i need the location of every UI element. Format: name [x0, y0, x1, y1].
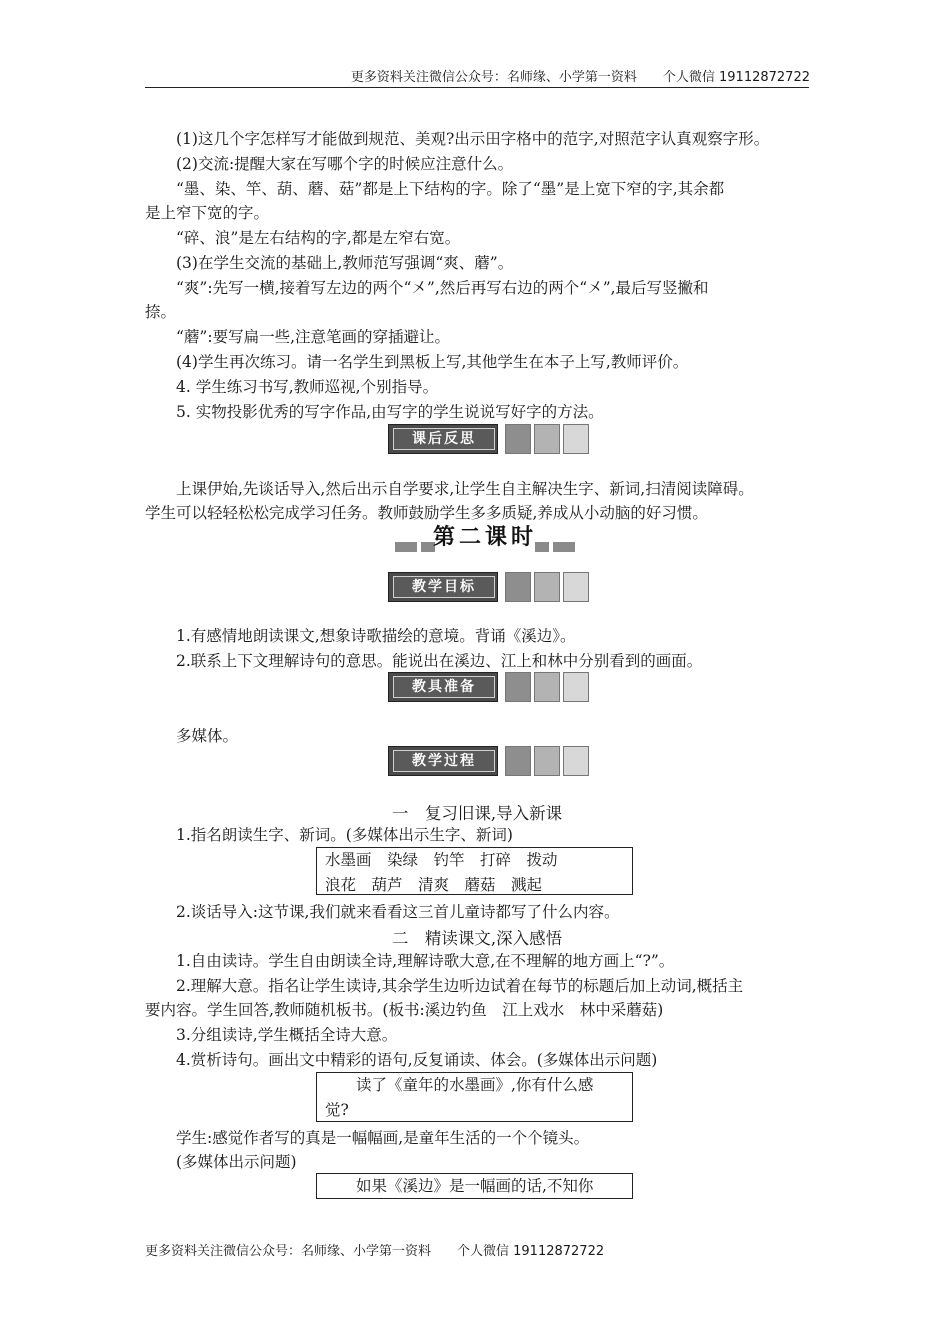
word-row: 浪花 葫芦 清爽 蘑菇 溅起 [325, 875, 543, 894]
paragraph: (1)这几个字怎样写才能做到规范、美观?出示田字格中的范字,对照范字认真观察字形。 [176, 130, 770, 148]
paragraph: 学生可以轻轻松松完成学习任务。教师鼓励学生多多质疑,养成从小动脑的好习惯。 [145, 504, 708, 522]
question-text: 读了《童年的水墨画》,你有什么感 [356, 1076, 594, 1094]
question-box [316, 1173, 633, 1199]
paragraph: “碎、浪”是左右结构的字,都是左窄右宽。 [176, 229, 461, 247]
section-banner-reflection [388, 424, 600, 454]
paragraph: 1.指名朗读生字、新词。(多媒体出示生字、新词) [176, 826, 513, 844]
section-heading: 二 精读课文,深入感悟 [391, 929, 563, 948]
word-box [316, 847, 633, 895]
paragraph: 4. 学生练习书写,教师巡视,个别指导。 [176, 378, 439, 396]
paragraph: 上课伊始,先谈话导入,然后出示自学要求,让学生自主解决生字、新词,扫清阅读障碍。 [176, 480, 754, 498]
paragraph: “蘑”:要写扁一些,注意笔画的穿插避让。 [176, 328, 450, 346]
paragraph: (3)在学生交流的基础上,教师范写强调“爽、蘑”。 [176, 254, 514, 272]
paragraph: 捺。 [145, 303, 177, 321]
paragraph: 要内容。学生回答,教师随机板书。(板书:溪边钓鱼 江上戏水 林中采蘑菇) [145, 1001, 664, 1019]
question-text: 如果《溪边》是一幅画的话,不知你 [356, 1177, 594, 1195]
paragraph: (多媒体出示问题) [176, 1153, 297, 1171]
paragraph: 多媒体。 [176, 727, 239, 745]
paragraph: 学生:感觉作者写的真是一幅幅画,是童年生活的一个个镜头。 [176, 1129, 590, 1147]
paragraph: 2.谈话导入:这节课,我们就来看看这三首儿童诗都写了什么内容。 [176, 903, 620, 921]
paragraph: 2.理解大意。指名让学生读诗,其余学生边听边试着在每节的标题后加上动词,概括主 [176, 977, 744, 995]
paragraph: 4.赏析诗句。画出文中精彩的语句,反复诵读、体会。(多媒体出示问题) [176, 1051, 658, 1069]
question-text: 觉? [325, 1100, 349, 1119]
paragraph: 1.有感情地朗读课文,想象诗歌描绘的意境。背诵《溪边》。 [176, 627, 576, 645]
paragraph: 3.分组读诗,学生概括全诗大意。 [176, 1026, 398, 1044]
lesson-title-text: 第二课时 [432, 525, 537, 550]
section-banner-tools [388, 672, 600, 702]
banner-label: 教学目标 [393, 576, 495, 598]
lesson-title [395, 520, 575, 560]
paragraph: 是上窄下宽的字。 [145, 204, 270, 222]
banner-label: 课后反思 [393, 428, 495, 450]
paragraph: 5. 实物投影优秀的写字作品,由写字的学生说说写好字的方法。 [176, 403, 604, 421]
paragraph: (4)学生再次练习。请一名学生到黑板上写,其他学生在本子上写,教师评价。 [176, 353, 689, 371]
page-footer: 更多资料关注微信公众号：名师缘、小学第一资料 个人微信 19112872722 [145, 1244, 605, 1259]
page-header: 更多资料关注微信公众号：名师缘、小学第一资料 个人微信 19112872722 [350, 70, 810, 85]
paragraph: 1.自由读诗。学生自由朗读全诗,理解诗歌大意,在不理解的地方画上“?”。 [176, 952, 675, 970]
header-divider [145, 87, 809, 88]
banner-label: 教具准备 [393, 676, 495, 698]
paragraph: “爽”:先写一横,接着写左边的两个“㐅”,然后再写右边的两个“㐅”,最后写竖撇和 [176, 279, 709, 297]
paragraph: 2.联系上下文理解诗句的意思。能说出在溪边、江上和林中分别看到的画面。 [176, 652, 703, 670]
section-heading: 一 复习旧课,导入新课 [391, 804, 563, 823]
paragraph: (2)交流:提醒大家在写哪个字的时候应注意什么。 [176, 155, 514, 173]
question-box [316, 1072, 633, 1122]
banner-label: 教学过程 [393, 750, 495, 772]
paragraph: “墨、染、竿、葫、蘑、菇”都是上下结构的字。除了“墨”是上宽下窄的字,其余都 [176, 180, 725, 198]
section-banner-process [388, 746, 600, 776]
section-banner-goals [388, 572, 600, 602]
word-row: 水墨画 染绿 钓竿 打碎 拨动 [325, 851, 558, 869]
